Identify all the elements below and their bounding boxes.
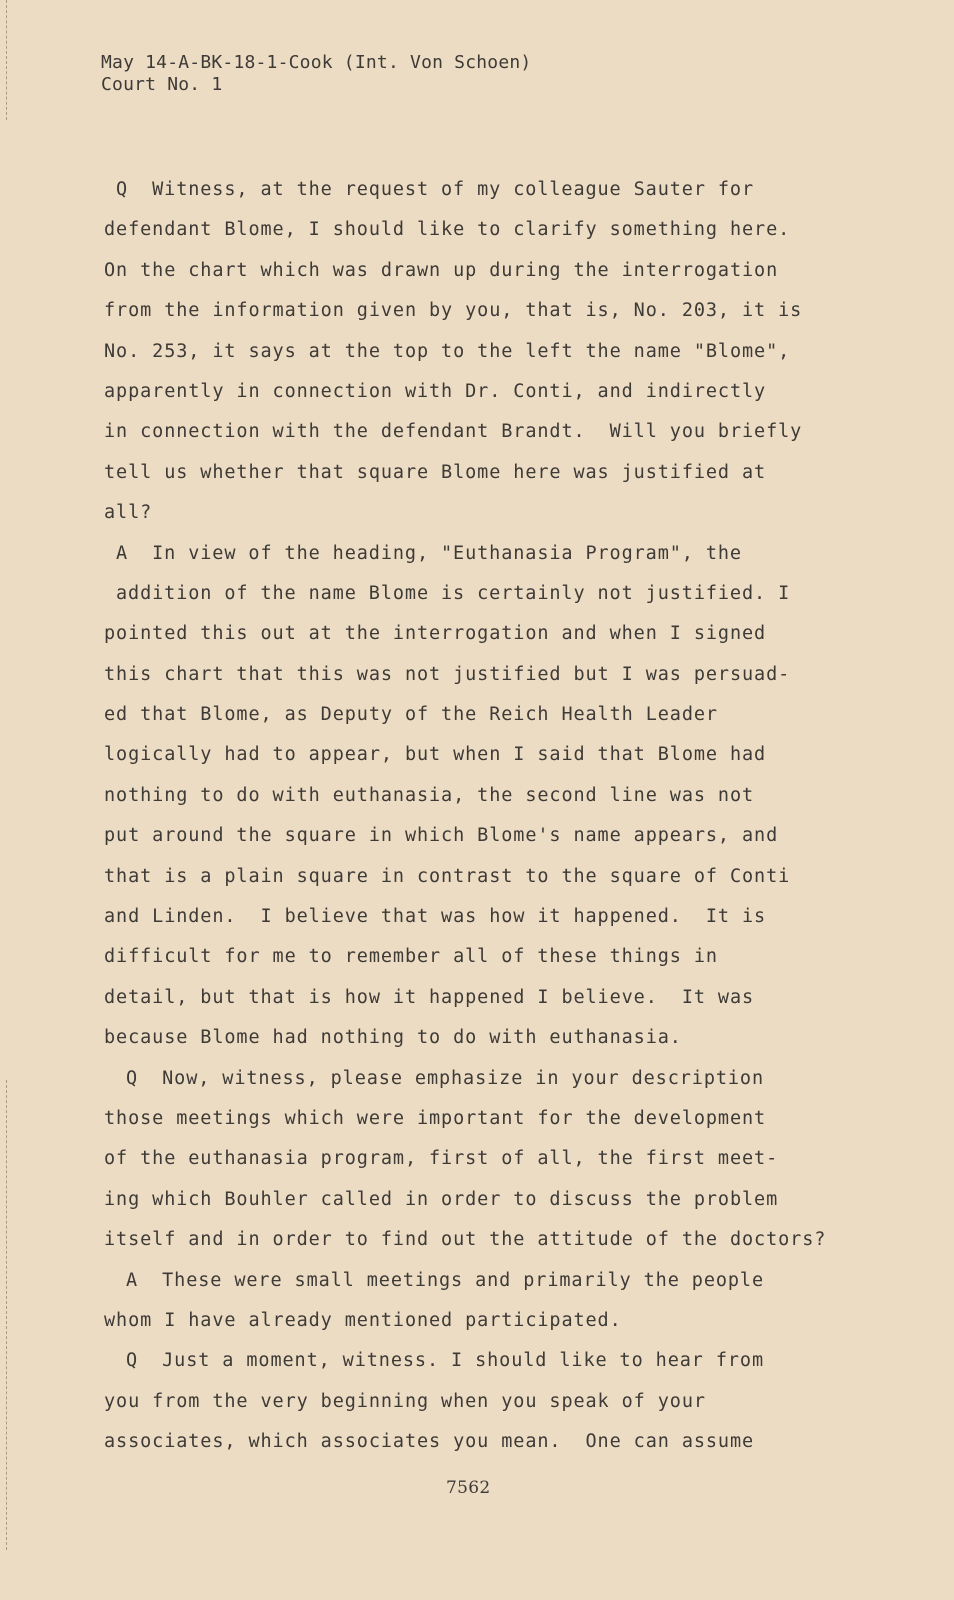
document-header xyxy=(101,52,531,96)
transcript-line: nothing to do with euthanasia, the second line was not xyxy=(104,784,755,806)
transcript-line: you from the very beginning when you speak of your xyxy=(104,1390,706,1412)
transcript-line: A These were small meetings and primarily the people xyxy=(126,1269,765,1291)
transcript-line: ed that Blome, as Deputy of the Reich Health Leader xyxy=(104,704,718,726)
transcript-line: Q Just a moment, witness. I should like to hear from xyxy=(126,1350,765,1372)
transcript-line: detail, but that is how it happened I believe. It was xyxy=(104,986,755,1008)
left-edge-perforation-top xyxy=(6,0,10,120)
transcript-line: logically had to appear, but when I said that Blome had xyxy=(104,744,767,766)
transcript-line: Q Now, witness, please emphasize in your description xyxy=(126,1067,765,1089)
transcript-body xyxy=(104,170,944,1463)
header-court-number: Court No. 1 xyxy=(101,74,223,95)
transcript-line: difficult for me to remember all of these things in xyxy=(104,946,718,968)
transcript-line: all? xyxy=(104,502,153,524)
transcript-line: A In view of the heading, "Euthanasia Program", the xyxy=(116,542,742,564)
transcript-line: whom I have already mentioned participated. xyxy=(104,1309,622,1331)
transcript-line: because Blome had nothing to do with euthanasia. xyxy=(104,1027,682,1049)
left-edge-perforation-bottom xyxy=(6,1080,10,1550)
transcript-line: itself and in order to find out the attitude of the doctors? xyxy=(104,1229,827,1251)
transcript-line: defendant Blome, I should like to clarify something here. xyxy=(104,219,791,241)
transcript-line: put around the square in which Blome's name appears, and xyxy=(104,825,779,847)
page-number: 7562 xyxy=(446,1478,491,1498)
transcript-line: ing which Bouhler called in order to discuss the problem xyxy=(104,1188,779,1210)
transcript-line: apparently in connection with Dr. Conti, and indirectly xyxy=(104,380,767,402)
transcript-line: associates, which associates you mean. One can assume xyxy=(104,1431,755,1453)
header-case-reference: May 14-A-BK-18-1-Cook (Int. Von Schoen) xyxy=(101,52,532,73)
transcript-line: this chart that this was not justified but I was persuad- xyxy=(104,663,791,685)
transcript-line: of the euthanasia program, first of all, the first meet- xyxy=(104,1148,779,1170)
transcript-line: addition of the name Blome is certainly not justified. I xyxy=(116,582,791,604)
transcript-line: No. 253, it says at the top to the left the name "Blome", xyxy=(104,340,791,362)
transcript-line: in connection with the defendant Brandt. Will you briefly xyxy=(104,421,803,443)
transcript-line: tell us whether that square Blome here was justified at xyxy=(104,461,767,483)
transcript-line: those meetings which were important for the development xyxy=(104,1107,767,1129)
transcript-line: pointed this out at the interrogation and when I signed xyxy=(104,623,767,645)
transcript-line: Q Witness, at the request of my colleague Sauter for xyxy=(116,179,755,200)
transcript-line: from the information given by you, that is, No. 203, it is xyxy=(104,300,803,322)
transcript-line: and Linden. I believe that was how it happened. It is xyxy=(104,906,767,928)
transcript-line: On the chart which was drawn up during the interrogation xyxy=(104,259,779,281)
transcript-line: that is a plain square in contrast to the square of Conti xyxy=(104,865,791,887)
